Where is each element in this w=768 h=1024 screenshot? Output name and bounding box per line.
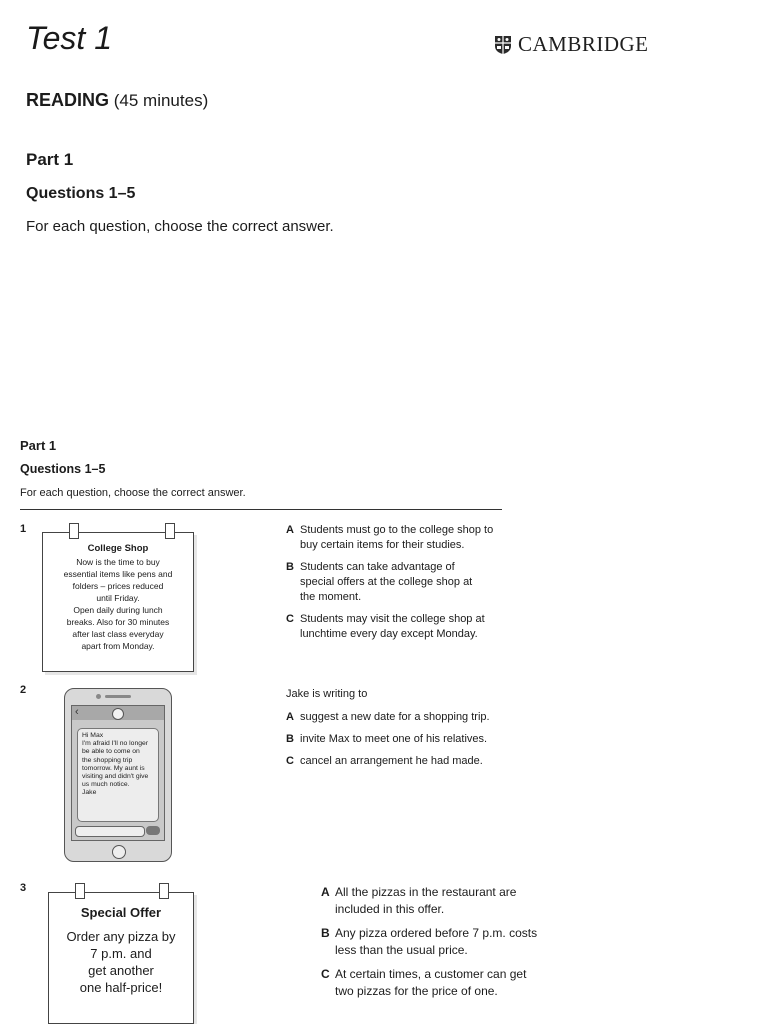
notice-body: Now is the time to buy essential items like pens and folders – prices reduced until Friday. Open daily during lunch breaks. Also for 30 minutes after last class everyday apart from Monday. <box>63 557 173 651</box>
notice-title: Special Offer <box>80 905 162 920</box>
option-text: Students must go to the college shop to buy certain items for their studies. <box>300 524 494 551</box>
option-1b[interactable] <box>286 560 516 605</box>
instruction-text: For each question, choose the correct answer. <box>26 218 334 235</box>
option-3c[interactable] <box>321 966 561 1000</box>
option-letter: A <box>286 524 294 536</box>
option-3b[interactable] <box>321 925 561 959</box>
section-heading <box>26 90 208 111</box>
option-letter: C <box>321 967 330 981</box>
test-title: Test 1 <box>26 20 112 56</box>
notice-body: Order any pizza by 7 p.m. and get another one half-price! <box>66 929 176 995</box>
question-2-options <box>286 687 516 776</box>
option-letter: B <box>286 561 294 573</box>
pin-icon <box>159 883 169 899</box>
phone-screen <box>71 705 165 841</box>
college-shop-notice <box>42 532 194 672</box>
instruction-text-small: For each question, choose the correct answer. <box>20 487 246 499</box>
option-text: invite Max to meet one of his relatives. <box>300 733 488 745</box>
pin-icon <box>75 883 85 899</box>
notice-title: College Shop <box>87 543 149 554</box>
option-letter: A <box>286 711 294 723</box>
option-2c[interactable] <box>286 754 516 769</box>
speaker-icon <box>105 695 131 698</box>
option-letter: B <box>321 926 330 940</box>
question-3-options <box>321 884 561 1007</box>
option-letter: B <box>286 733 294 745</box>
back-arrow-icon: ‹ <box>75 706 79 718</box>
option-text: All the pizzas in the restaurant are included in this offer. <box>335 885 517 916</box>
option-2b[interactable] <box>286 732 516 747</box>
scanned-page <box>0 430 768 1024</box>
option-1c[interactable] <box>286 612 516 642</box>
crest-icon <box>494 35 512 55</box>
option-letter: C <box>286 755 294 767</box>
question-1-options <box>286 523 516 649</box>
divider <box>20 509 502 510</box>
pin-icon <box>165 523 175 539</box>
question-2-stem: Jake is writing to <box>286 688 368 700</box>
question-number-3: 3 <box>20 882 27 894</box>
phone-illustration <box>64 688 172 862</box>
pin-icon <box>69 523 79 539</box>
option-letter: A <box>321 885 330 899</box>
camera-icon <box>96 694 101 699</box>
chat-top-bar <box>72 706 164 720</box>
avatar-icon <box>112 708 124 720</box>
question-number-1: 1 <box>20 523 27 535</box>
option-text: Students may visit the college shop at lunchtime every day except Monday. <box>300 613 485 640</box>
option-text: suggest a new date for a shopping trip. <box>300 711 490 723</box>
special-offer-notice <box>48 892 194 1024</box>
section-duration: (45 minutes) <box>113 91 209 110</box>
option-text: At certain times, a customer can get two pizzas for the price of one. <box>335 967 527 998</box>
part-heading: Part 1 <box>26 150 74 169</box>
part-heading-small: Part 1 <box>20 438 57 453</box>
option-text: Any pizza ordered before 7 p.m. costs less than the usual price. <box>335 926 538 957</box>
option-1a[interactable] <box>286 523 516 553</box>
cambridge-logo <box>494 32 649 57</box>
text-message: Hi Max I'm afraid I'll no longer be able to come on the shopping trip tomorrow. My aunt is visiting and didn't give us much notice. Jake <box>77 728 159 822</box>
option-letter: C <box>286 613 294 625</box>
brand-name: CAMBRIDGE <box>518 32 649 56</box>
option-3a[interactable] <box>321 884 561 918</box>
questions-heading-small: Questions 1–5 <box>20 462 106 476</box>
section-title: READING <box>26 90 110 110</box>
questions-heading: Questions 1–5 <box>26 185 136 202</box>
message-input <box>75 826 145 837</box>
option-2a[interactable] <box>286 710 516 725</box>
question-number-2: 2 <box>20 684 27 696</box>
send-icon <box>146 826 160 835</box>
home-button-icon <box>112 845 126 859</box>
option-text: Students can take advantage of special offers at the college shop at the moment. <box>300 561 473 603</box>
option-text: cancel an arrangement he had made. <box>300 755 483 767</box>
